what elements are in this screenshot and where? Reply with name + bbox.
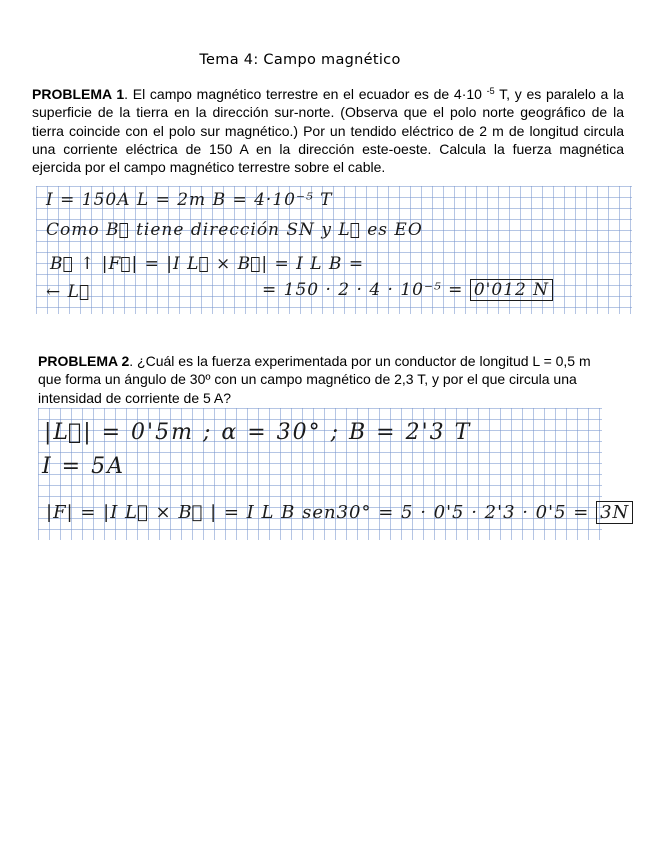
solution-2-current-line: I = 5A xyxy=(42,454,125,479)
problem-1-exponent: -5 xyxy=(486,86,495,96)
problem-1-statement xyxy=(32,85,624,176)
solution-1-formula-line: B⃗ ↑ |F⃗| = |I L⃗ × B⃗| = I L B = xyxy=(50,254,365,274)
problem-1-text-a: . El campo magnético terrestre en el ecuador es de 4·10 xyxy=(124,86,487,102)
solution-2-formula-line xyxy=(46,502,633,523)
problem-2-text: . ¿Cuál es la fuerza experimentada por un conductor de longitud L = 0,5 m que forma un ángulo de 30º con un campo magnético de 2,3 T, y por el que circula una intensidad de corriente de 5 A? xyxy=(38,353,591,406)
solution-1-direction-line: Como B⃗ tiene dirección SN y L⃗ es EO xyxy=(46,220,423,240)
problem-2-statement xyxy=(38,352,610,407)
problem-2-handwritten-solution xyxy=(38,408,630,540)
solution-2-result: 3N xyxy=(596,501,633,524)
solution-1-result: 0'012 N xyxy=(470,279,553,301)
problem-1-label: PROBLEMA 1 xyxy=(32,86,125,102)
solution-1-calculation-line xyxy=(262,280,553,300)
solution-2-calculation: |F| = |I L⃗ × B⃗ | = I L B sen30° = 5 · 0'5 · 2'3 · 0'5 = xyxy=(46,502,597,523)
solution-1-l-vector: ← L⃗ xyxy=(46,282,91,302)
problem-1-text-b: T, y es paralelo a la superficie de la tierra en la dirección sur-norte. (Observa que el polo norte geográfico de la tierra coincide con el polo sur magnético.) Por un tendido eléctrico de 2 m de longitud circula una corriente eléctrica de 150 A en la dirección este-oeste. Calcula la fuerza magnética ejercida por el campo magnético terrestre sobre el cable. xyxy=(32,86,624,176)
solution-2-data-line: |L⃗| = 0'5m ; α = 30° ; B = 2'3 T xyxy=(44,420,472,445)
solution-1-calculation: = 150 · 2 · 4 · 10⁻⁵ = xyxy=(262,280,470,300)
problem-2-label: PROBLEMA 2 xyxy=(38,353,130,369)
solution-1-data-line: I = 150A L = 2m B = 4·10⁻⁵ T xyxy=(46,190,333,210)
page-title: Tema 4: Campo magnético xyxy=(199,52,401,68)
problem-1-handwritten-solution xyxy=(36,186,632,314)
